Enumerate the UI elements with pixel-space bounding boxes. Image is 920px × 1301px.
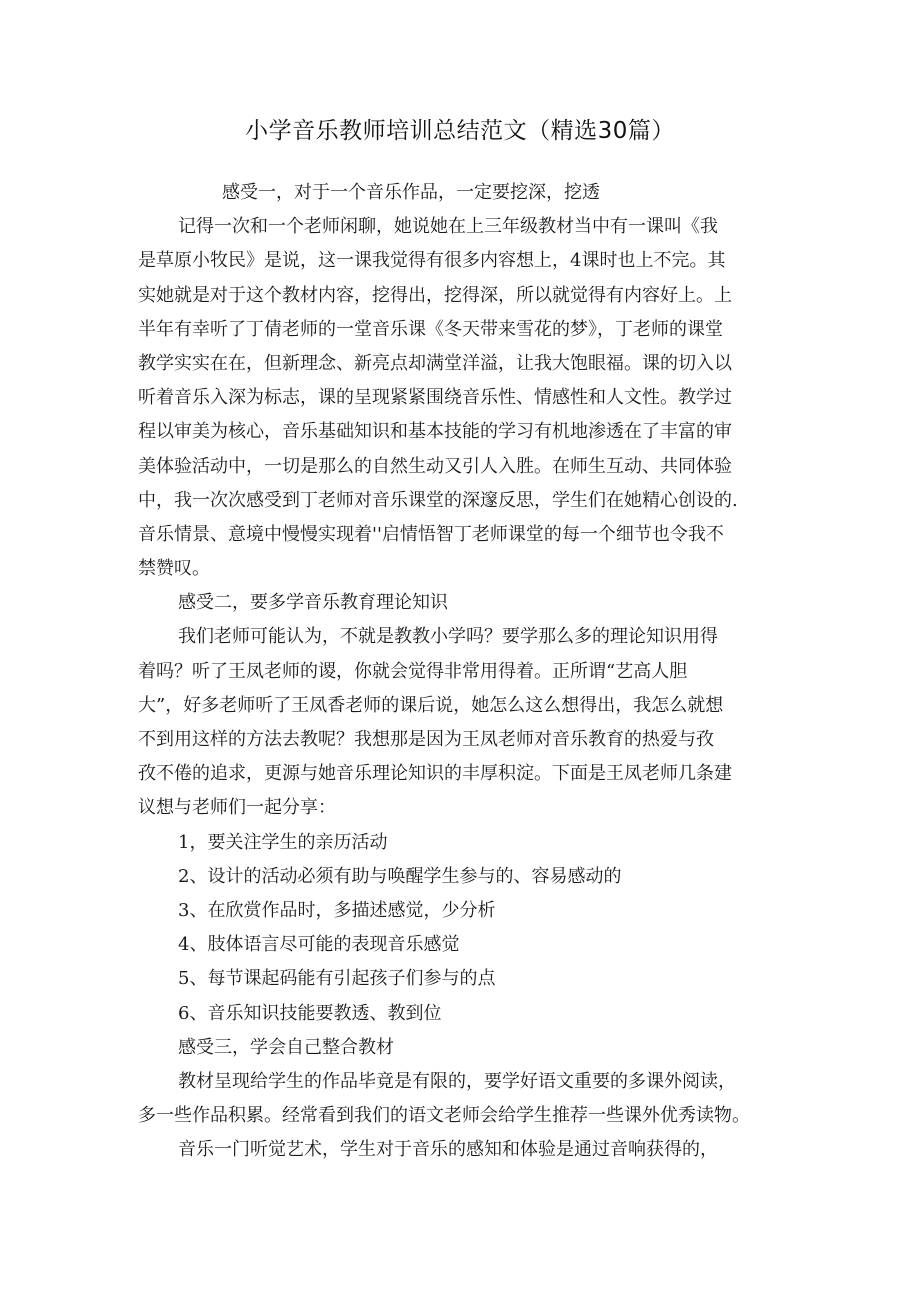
- text-line: 5、每节课起码能有引起孩子们参与的点: [178, 968, 496, 990]
- text-line: 多一些作品积累。经常看到我们的语文老师会给学生推荐一些课外优秀读物。: [138, 1105, 750, 1127]
- text-line: 感受三，学会自己整合教材: [178, 1036, 394, 1058]
- text-line: 是草原小牧民》是说，这一课我觉得有很多内容想上，4课时也上不完。其: [138, 250, 726, 272]
- text-line: 中，我一次次感受到丁老师对音乐课堂的深邃反思，学生们在她精心创设的.: [138, 489, 738, 511]
- text-line: 着吗？听了王凤老师的谡，你就会觉得非常用得着。正所谓“艺高人胆: [138, 660, 688, 682]
- text-line: 教材呈现给学生的作品毕竟是有限的，要学好语文重要的多课外阅读，: [178, 1070, 736, 1092]
- text-line: 1，要关注学生的亲历活动: [178, 831, 388, 853]
- text-line: 音乐情景、意境中慢慢实现着''启情悟智丁老师课堂的每一个细节也令我不: [138, 523, 724, 545]
- document-body: [138, 176, 788, 1167]
- text-line: 2、设计的活动必须有助与唤醒学生参与的、容易感动的: [178, 865, 622, 887]
- text-line: 程以审美为核心，音乐基础知识和基本技能的学习有机地渗透在了丰富的审: [138, 421, 732, 443]
- text-line: 孜不倦的追求，更源与她音乐理论知识的丰厚积淀。下面是王凤老师几条建: [138, 763, 732, 785]
- text-line: 音乐一门听觉艺术，学生对于音乐的感知和体验是通过音响获得的，: [178, 1139, 718, 1161]
- text-line: 不到用这样的方法去教呢？我想那是因为王凤老师对音乐教育的热爱与孜: [138, 729, 714, 750]
- text-line: 3、在欣赏作品时，多描述感觉，少分析: [178, 899, 496, 921]
- text-line: 禁赞叹。: [138, 558, 210, 580]
- text-line: 美体验活动中，一切是那么的自然生动又引人入胜。在师生互动、共同体验: [138, 455, 732, 477]
- text-line: 半年有幸听了丁倩老师的一堂音乐课《冬天带来雪花的梦》，丁老师的课堂: [138, 318, 723, 340]
- text-line: 6、音乐知识技能要教透、教到位: [178, 1002, 442, 1024]
- text-line: 议想与老师们一起分享：: [138, 797, 336, 819]
- text-line: 记得一次和一个老师闲聊，她说她在上三年级教材当中有一课叫《我: [178, 216, 718, 238]
- text-line: 我们老师可能认为，不就是教教小学吗？要学那么多的理论知识用得: [178, 626, 718, 648]
- text-line: 听着音乐入深为标志，课的呈现紧紧围绕音乐性、情感性和人文性。教学过: [138, 387, 732, 409]
- text-line: 4、肢体语言尽可能的表现音乐感觉: [178, 934, 460, 956]
- text-line: 教学实实在在，但新理念、新亮点却满堂洋溢，让我大饱眼福。课的切入以: [138, 352, 732, 374]
- text-line: 实她就是对于这个教材内容，挖得出，挖得深，所以就觉得有内容好上。上: [138, 284, 732, 306]
- text-line: 感受二，要多学音乐教育理论知识: [178, 592, 448, 614]
- document-title: 小学音乐教师培训总结范文（精选30篇）: [245, 118, 675, 144]
- text-line: 大”，好多老师听了王凤香老师的课后说，她怎么这么想得出，我怎么就想: [138, 694, 724, 716]
- text-line: 感受一，对于一个音乐作品，一定要挖深，挖透: [222, 182, 600, 203]
